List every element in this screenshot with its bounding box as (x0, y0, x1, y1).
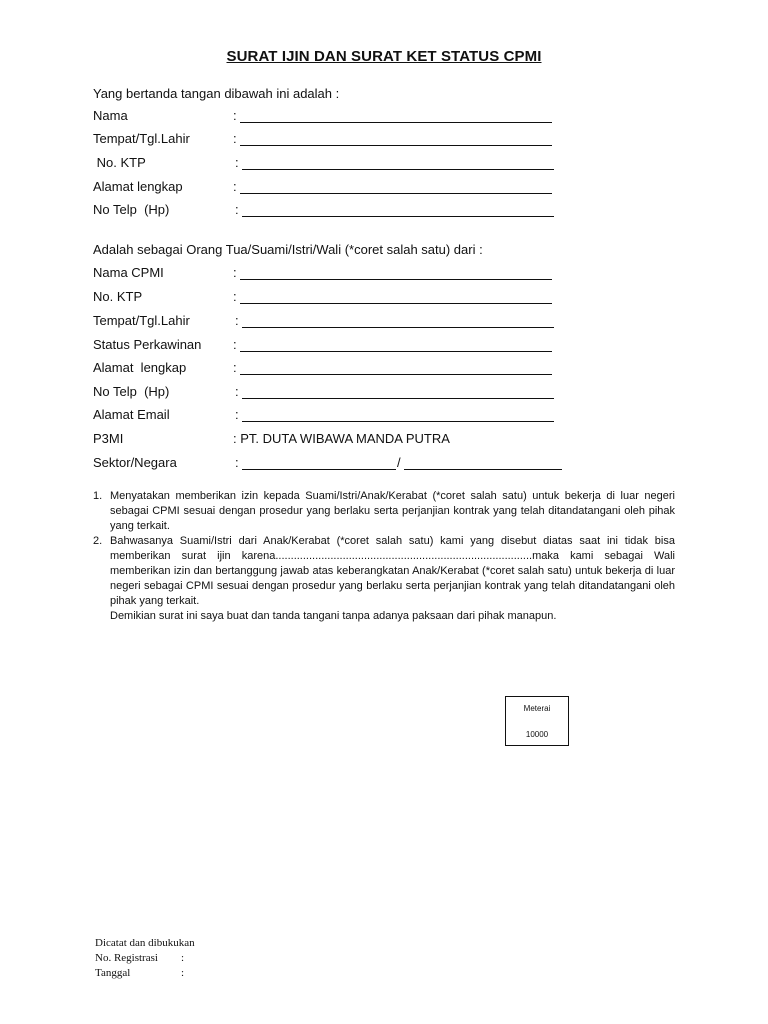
footer-reg-label: No. Registrasi (95, 952, 158, 964)
field-colon: : (235, 155, 239, 170)
footer-colon: : (181, 967, 185, 979)
footer-colon: : (181, 952, 185, 964)
field-colon: : (233, 179, 237, 194)
statement-number: 2. (93, 535, 103, 547)
field-label: No Telp (Hp) (93, 202, 170, 217)
footer-date-label: Tanggal (95, 967, 131, 979)
fill-line[interactable] (240, 351, 552, 352)
field-colon: : (235, 384, 239, 399)
document-title: SURAT IJIN DAN SURAT KET STATUS CPMI (226, 48, 542, 65)
footer-line (95, 966, 195, 981)
field-label: Status Perkawinan (93, 337, 202, 352)
fill-line[interactable] (242, 327, 554, 328)
fill-line[interactable] (240, 193, 552, 194)
fill-line[interactable] (242, 398, 554, 399)
field-label: Alamat Email (93, 407, 170, 422)
fill-line[interactable] (242, 216, 554, 217)
fill-line[interactable] (242, 169, 554, 170)
field-colon: : (233, 337, 237, 352)
field-label: Tempat/Tgl.Lahir (93, 313, 190, 328)
footer-line (95, 936, 195, 951)
field-label: No. KTP (93, 155, 146, 170)
statement-item (93, 534, 675, 609)
field-label: Nama (93, 108, 128, 123)
fill-line-negara[interactable] (404, 469, 562, 470)
intro-signatory: Yang bertanda tangan dibawah ini adalah : (93, 86, 340, 101)
field-colon: : (235, 202, 239, 217)
fill-line[interactable] (242, 421, 554, 422)
statement-text: Menyatakan memberikan izin kepada Suami/Istri/Anak/Kerabat (*coret salah satu) untuk bekerja di luar negeri sebagai CPMI sesuai dengan prosedur yang berlaku serta perjanjian kontrak yang telah ditandatangani oleh pihak yang terkait. (110, 490, 675, 532)
p3mi-value: : PT. DUTA WIBAWA MANDA PUTRA (233, 431, 450, 446)
field-label: No. KTP (93, 289, 143, 304)
intro-relation: Adalah sebagai Orang Tua/Suami/Istri/Wali (*coret salah satu) dari : (93, 242, 483, 257)
field-colon: : (233, 108, 237, 123)
field-colon: : (235, 313, 239, 328)
field-slash: / (397, 455, 401, 470)
statement-list (93, 489, 675, 624)
fill-line[interactable] (240, 279, 552, 280)
field-colon: : (233, 289, 237, 304)
fill-line-sektor[interactable] (242, 469, 396, 470)
fill-line[interactable] (240, 374, 552, 375)
field-colon: : (235, 407, 239, 422)
field-label: Alamat lengkap (93, 179, 183, 194)
meterai-box (505, 696, 569, 746)
footer-line (95, 951, 195, 966)
fill-line[interactable] (240, 122, 552, 123)
field-colon: : (235, 455, 239, 470)
meterai-value: 10000 (525, 730, 549, 739)
statement-item (93, 489, 675, 534)
statement-text: Bahwasanya Suami/Istri dari Anak/Kerabat (*coret salah satu) kami yang disebut diatas saat ini tidak bisa memberikan surat ijin karena....................................................................................maka kami sebagai Wali memberikan izin dan bertanggung jawab atas keberangkatan Anak/Kerabat (*coret salah satu) untuk bekerja di luar negeri sebagai CPMI sesuai dengan prosedur yang berlaku serta perjanjian kontrak yang telah ditandatangani oleh pihak yang terkait. (110, 535, 675, 607)
field-label: Alamat lengkap (93, 360, 187, 375)
statement-number: 1. (93, 490, 103, 502)
field-colon: : (233, 360, 237, 375)
fill-line[interactable] (240, 303, 552, 304)
field-label: P3MI (93, 431, 124, 446)
field-colon: : (233, 265, 237, 280)
footer-recorded: Dicatat dan dibukukan (95, 937, 195, 949)
field-label: Sektor/Negara (93, 455, 177, 470)
field-label: Nama CPMI (93, 265, 164, 280)
closing-statement: Demikian surat ini saya buat dan tanda tangani tanpa adanya paksaan dari pihak manapun. (110, 610, 557, 622)
field-colon: : (233, 131, 237, 146)
registration-footer (95, 936, 195, 981)
field-label: Tempat/Tgl.Lahir (93, 131, 190, 146)
meterai-label: Meterai (523, 704, 551, 713)
fill-line[interactable] (240, 145, 552, 146)
field-label: No Telp (Hp) (93, 384, 170, 399)
